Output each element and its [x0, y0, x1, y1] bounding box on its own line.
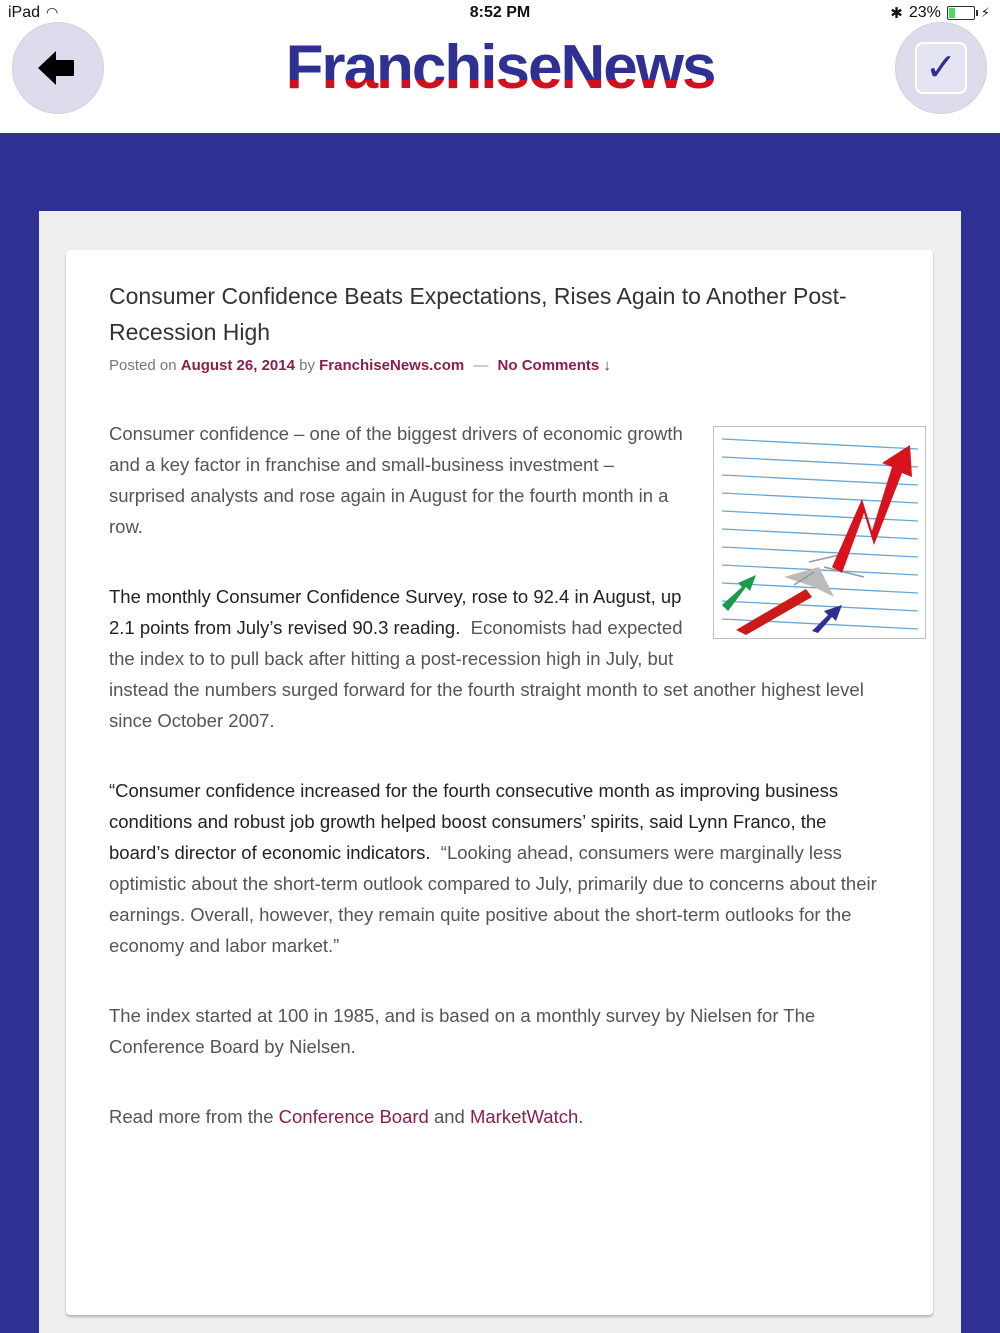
rising-arrow-chart-image [713, 426, 926, 639]
paragraph-3-lead: “Consumer confidence increased for the fourth consecutive month as improving business conditions and robust job growth helped boost consumers’ spirits, said Lynn Franco, the board’s director of economic indicators. [109, 780, 839, 863]
paragraph-3-rest: “Looking ahead, consumers were marginally less optimistic about the short-term outlook compared to July, primarily due to concerns about their earnings. Overall, however, they remain quite positive about the short-term outlooks for the economy and labor market.” [109, 842, 877, 956]
by-label: by [299, 357, 315, 374]
meta-separator: — [473, 357, 489, 374]
status-time: 8:52 PM [469, 4, 531, 21]
battery-percent: 23% [908, 4, 941, 21]
check-button[interactable] [896, 23, 986, 113]
bluetooth-icon: ✱ [890, 5, 903, 22]
paragraph-3 [109, 775, 889, 961]
franchisenews-logo: FranchiseNews [285, 33, 715, 102]
conference-board-link[interactable]: Conference Board [278, 1106, 429, 1127]
page-background [39, 211, 961, 1333]
article-body [109, 418, 889, 1171]
article-card [66, 250, 933, 1315]
battery-icon [947, 6, 975, 20]
article-title: Consumer Confidence Beats Expectations, Rises Again to Another Post-Recession High [109, 283, 847, 345]
wifi-icon: ◠ [46, 4, 59, 20]
marketwatch-link[interactable]: MarketWatch [469, 1106, 579, 1127]
device-label: iPad [8, 4, 41, 21]
paragraph-4: The index started at 100 in 1985, and is based on a monthly survey by Nielsen for The Conference Board by Nielsen. [109, 1005, 816, 1057]
author-link[interactable]: FranchiseNews.com [319, 357, 465, 374]
comments-link[interactable]: No Comments ↓ [497, 357, 611, 374]
read-more-label: Read more from the [109, 1106, 274, 1127]
status-right [890, 4, 990, 22]
and-label: and [433, 1106, 465, 1127]
paragraph-2-lead: The monthly Consumer Confidence Survey, rose to 92.4 in August, up 2.1 points from July’s revised 90.3 reading. [109, 586, 682, 638]
post-date-link[interactable]: August 26, 2014 [180, 357, 295, 374]
checkmark-icon: ✓ [915, 42, 967, 94]
paragraph-1: Consumer confidence – one of the biggest drivers of economic growth and a key factor in franchise and small-business investment – surprised analysts and rose again in August for the fourth month in a row. [109, 423, 683, 537]
period: . [578, 1106, 584, 1127]
paragraph-2-rest: Economists had expected the index to to pull back after hitting a post-recession high in July, but instead the numbers surged forward for the fourth straight month to set another highest level since October 2007. [109, 617, 864, 731]
charging-icon: ⚡ [980, 5, 990, 20]
posted-on-label: Posted on [109, 357, 177, 374]
app-header [0, 0, 1000, 133]
paragraph-5 [109, 1101, 889, 1132]
article-meta [109, 357, 611, 374]
